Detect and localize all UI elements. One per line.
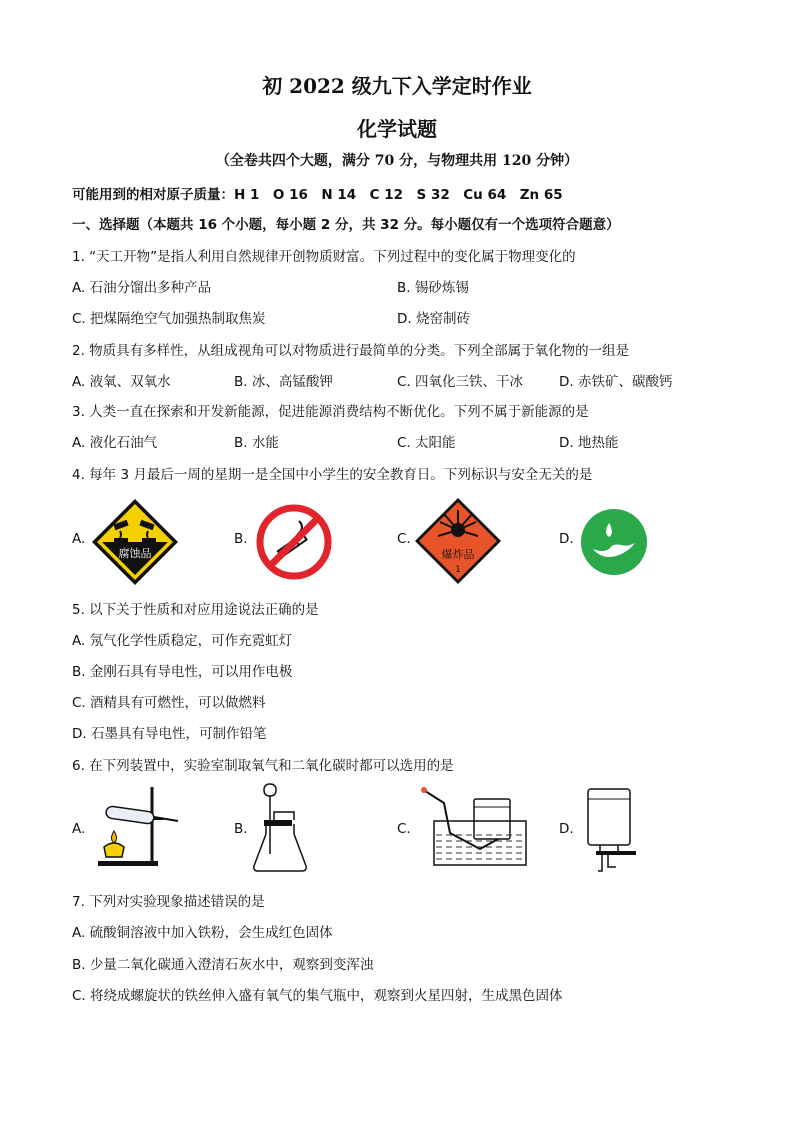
question-stem: 7. 下列对实验现象描述错误的是 — [72, 894, 265, 910]
question-stem: 4. 每年 3 月最后一周的星期一是全国中小学生的安全教育日。下列标识与安全无关的是 — [72, 467, 593, 483]
option-c: C. — [397, 821, 411, 837]
question-stem: 5. 以下关于性质和对应用途说法正确的是 — [72, 602, 319, 618]
option-b: B. 水能 — [234, 435, 279, 451]
option-c: C. 酒精具有可燃性，可以做燃料 — [72, 695, 266, 711]
exam-title: 初 2022 级九下入学定时作业 — [262, 74, 532, 98]
option-b: B. 锡砂炼锡 — [397, 280, 469, 296]
atomic-masses: 可能用到的相对原子质量：H 1 O 16 N 14 C 12 S 32 Cu 64 Zn 65 — [72, 187, 563, 203]
option-c: C. 把煤隔绝空气加强热制取焦炭 — [72, 311, 266, 327]
corrosive-sign-icon — [90, 497, 180, 587]
option-b: B. 少量二氧化碳通入澄清石灰水中，观察到变浑浊 — [72, 957, 374, 973]
option-d: D. 石墨具有导电性，可制作铅笔 — [72, 726, 267, 742]
question-stem: 1. “天工开物”是指人利用自然规律开创物质财富。下列过程中的变化属于物理变化的 — [72, 249, 576, 265]
section-heading: 一、选择题（本题共 16 个小题，每小题 2 分，共 32 分。每小题仅有一个选项符合题意） — [72, 217, 620, 233]
heating-apparatus-icon — [92, 783, 187, 868]
option-d: D. 赤铁矿、碳酸钙 — [559, 374, 673, 390]
option-d: D. 烧窑制砖 — [397, 311, 470, 327]
explosive-sign-icon — [413, 496, 503, 586]
option-d: D. — [559, 531, 574, 547]
subject-title: 化学试题 — [357, 117, 437, 141]
option-c: C. 四氧化三铁、干冰 — [397, 374, 524, 390]
option-b: B. 冰、高锰酸钾 — [234, 374, 333, 390]
option-b: B. — [234, 821, 248, 837]
no-smoking-sign-icon — [255, 503, 333, 581]
option-d: D. — [559, 821, 574, 837]
corrosive-sign-label: 腐蚀品 — [118, 547, 152, 560]
option-a: A. 液化石油气 — [72, 435, 158, 451]
option-b: B. — [234, 531, 248, 547]
question-stem: 3. 人类一直在探索和开发新能源，促进能源消费结构不断优化。下列不属于新能源的是 — [72, 404, 589, 420]
explosive-class-label: 1 — [455, 565, 461, 575]
conical-flask-apparatus-icon — [250, 780, 310, 875]
option-b: B. 金刚石具有导电性，可以用作电极 — [72, 664, 293, 680]
option-a: A. 硫酸铜溶液中加入铁粉，会生成红色固体 — [72, 925, 333, 941]
option-a: A. 石油分馏出多种产品 — [72, 280, 212, 296]
question-stem: 6. 在下列装置中，实验室制取氧气和二氧化碳时都可以选用的是 — [72, 758, 454, 774]
question-stem: 2. 物质具有多样性，从组成视角可以对物质进行最简单的分类。下列全部属于氧化物的一组是 — [72, 343, 630, 359]
option-c: C. 太阳能 — [397, 435, 456, 451]
option-a: A. 液氧、双氧水 — [72, 374, 171, 390]
gas-collection-bottle-icon — [580, 785, 640, 875]
option-a: A. — [72, 531, 86, 547]
option-a: A. — [72, 821, 86, 837]
option-d: D. 地热能 — [559, 435, 619, 451]
water-saving-sign-icon — [579, 507, 649, 577]
water-collection-apparatus-icon — [418, 785, 530, 870]
option-c: C. 将绕成螺旋状的铁丝伸入盛有氧气的集气瓶中，观察到火星四射，生成黑色固体 — [72, 988, 563, 1004]
option-c: C. — [397, 531, 411, 547]
option-a: A. 氖气化学性质稳定，可作充霓虹灯 — [72, 633, 293, 649]
exam-note: （全卷共四个大题，满分 70 分，与物理共用 120 分钟） — [215, 153, 579, 169]
explosive-sign-label: 爆炸品 — [441, 548, 475, 561]
